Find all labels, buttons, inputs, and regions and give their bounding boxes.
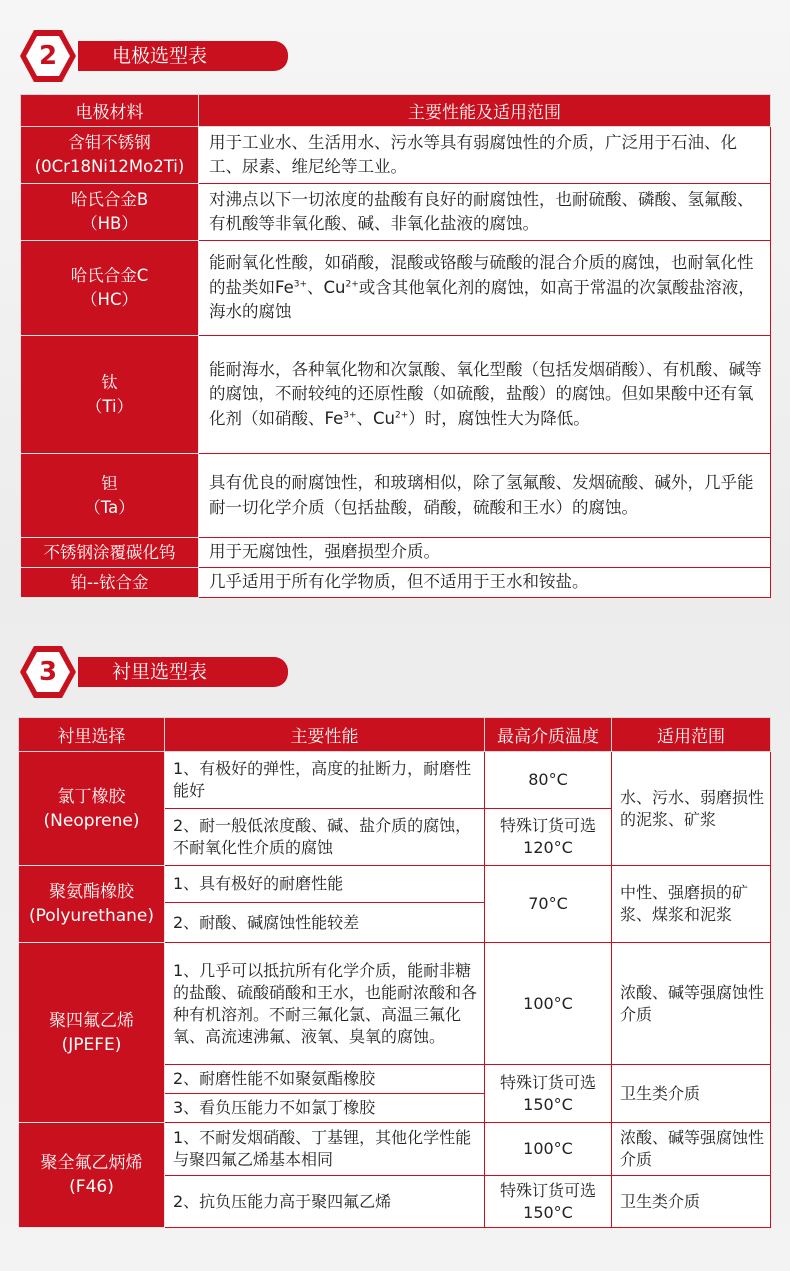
section-number: 2: [38, 41, 58, 71]
scope-cell: 浓酸、碱等强腐蚀性介质: [612, 1123, 771, 1176]
electrode-selection-table: [20, 94, 771, 598]
lining-name-cell: 聚全氟乙炳烯 (F46): [19, 1123, 165, 1228]
temperature-cell: 100°C: [485, 943, 612, 1065]
column-header: 适用范围: [612, 718, 771, 752]
column-header: 最高介质温度: [485, 718, 612, 752]
material-cell: 钛 （Ti）: [21, 336, 199, 454]
property-cell: 1、具有极好的耐磨性能: [165, 866, 485, 903]
description-cell: 对沸点以下一切浓度的盐酸有良好的耐腐蚀性，也耐硫酸、磷酸、氢氟酸、有机酸等非氧化酸、碱、非氧化盐液的腐蚀。: [199, 184, 771, 241]
description-cell: 具有优良的耐腐蚀性，和玻璃相似，除了氢氟酸、发烟硫酸、碱外，几乎能耐一切化学介质（包括盐酸，硝酸，硫酸和王水）的腐蚀。: [199, 454, 771, 538]
section-2-header: [20, 30, 280, 82]
column-header: 电极材料: [21, 95, 199, 127]
temperature-cell: 100°C: [485, 1123, 612, 1176]
description-cell: 用于工业水、生活用水、污水等具有弱腐蚀性的介质，广泛用于石油、化工、尿素、维尼纶等工业。: [199, 127, 771, 184]
scope-cell: 水、污水、弱磨损性的泥浆、矿浆: [612, 752, 771, 866]
property-cell: 1、不耐发烟硝酸、丁基锂，其他化学性能与聚四氟乙烯基本相同: [165, 1123, 485, 1176]
table-header-row: [21, 95, 771, 127]
section-number: 3: [38, 657, 58, 687]
material-cell: 哈氏合金B （HB）: [21, 184, 199, 241]
table-row: [19, 866, 771, 903]
property-cell: 2、抗负压能力高于聚四氟乙烯: [165, 1176, 485, 1228]
table-row: [21, 127, 771, 184]
material-cell: 不锈钢涂覆碳化钨: [21, 538, 199, 568]
description-cell: 几乎适用于所有化学物质，但不适用于王水和铵盐。: [199, 568, 771, 598]
property-cell: 1、有极好的弹性，高度的扯断力，耐磨性能好: [165, 752, 485, 809]
column-header: 主要性能: [165, 718, 485, 752]
description-cell: 用于无腐蚀性，强磨损型介质。: [199, 538, 771, 568]
section-title: 衬里选型表: [78, 657, 288, 687]
section-title: 电极选型表: [78, 41, 288, 71]
description-cell: 能耐氧化性酸，如硝酸，混酸或铬酸与硫酸的混合介质的腐蚀，也耐氧化性的盐类如$Fe^{3+}$、$Cu^{2+}$或含其他氧化剂的腐蚀，如高于常温的次氯酸盐溶液，海水的腐蚀: [199, 241, 771, 336]
material-cell: 哈氏合金C （HC）: [21, 241, 199, 336]
table-row: [21, 454, 771, 538]
table-row: [19, 1123, 771, 1176]
property-cell: 3、看负压能力不如氯丁橡胶: [165, 1094, 485, 1123]
temperature-cell: 特殊订货可选150°C: [485, 1176, 612, 1228]
table-row: [19, 943, 771, 1065]
scope-cell: 卫生类介质: [612, 1065, 771, 1123]
scope-cell: 中性、强磨损的矿浆、煤浆和泥浆: [612, 866, 771, 943]
table-row: [19, 752, 771, 809]
property-cell: 2、耐酸、碱腐蚀性能较差: [165, 903, 485, 943]
column-header: 衬里选择: [19, 718, 165, 752]
scope-cell: 浓酸、碱等强腐蚀性介质: [612, 943, 771, 1065]
temperature-cell: 70°C: [485, 866, 612, 943]
section-3-header: [20, 646, 280, 698]
table-row: [21, 568, 771, 598]
property-cell: 1、几乎可以抵抗所有化学介质，能耐非糖的盐酸、硫酸硝酸和王水，也能耐浓酸和各种有机溶剂。不耐三氟化氯、高温三氟化氧、高流速沸氟、液氧、臭氧的腐蚀。: [165, 943, 485, 1065]
lining-selection-table: [18, 717, 771, 1228]
material-cell: 钽 （Ta）: [21, 454, 199, 538]
property-cell: 2、耐磨性能不如聚氨酯橡胶: [165, 1065, 485, 1094]
table-row: [21, 336, 771, 454]
scope-cell: 卫生类介质: [612, 1176, 771, 1228]
description-cell: 能耐海水，各种氧化物和次氯酸、氧化型酸（包括发烟硝酸）、有机酸、碱等的腐蚀，不耐较纯的还原性酸（如硫酸，盐酸）的腐蚀。但如果酸中还有氧化剂（如硝酸、$Fe^{3+}$、$Cu^{2+}$）时，腐蚀性大为降低。: [199, 336, 771, 454]
table-row: [21, 538, 771, 568]
table-row: [21, 241, 771, 336]
table-row: [21, 184, 771, 241]
temperature-cell: 特殊订货可选120°C: [485, 809, 612, 866]
lining-name-cell: 聚四氟乙烯 (JPEFE): [19, 943, 165, 1123]
column-header: 主要性能及适用范围: [199, 95, 771, 127]
material-cell: 铂--铱合金: [21, 568, 199, 598]
temperature-cell: 80°C: [485, 752, 612, 809]
temperature-cell: 特殊订货可选150°C: [485, 1065, 612, 1123]
lining-name-cell: 聚氨酯橡胶 (Polyurethane): [19, 866, 165, 943]
table-header-row: [19, 718, 771, 752]
property-cell: 2、耐一般低浓度酸、碱、盐介质的腐蚀，不耐氧化性介质的腐蚀: [165, 809, 485, 866]
lining-name-cell: 氯丁橡胶 (Neoprene): [19, 752, 165, 866]
material-cell: 含钼不锈钢 (0Cr18Ni12Mo2Ti): [21, 127, 199, 184]
